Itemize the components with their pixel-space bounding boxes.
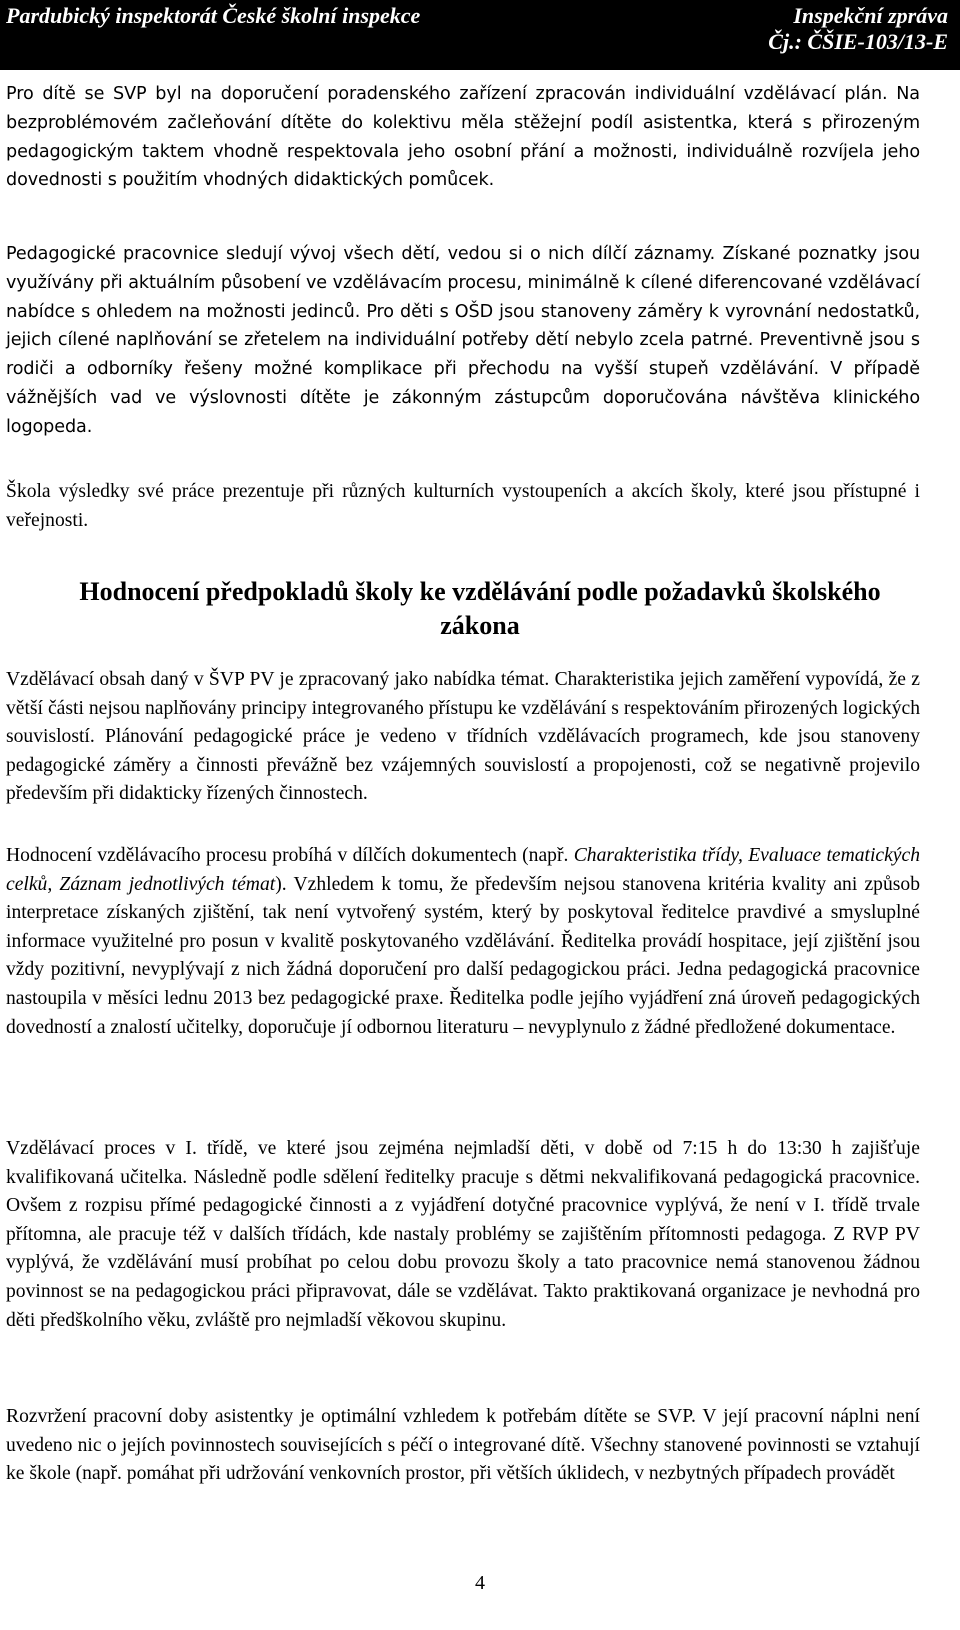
page-number: 4 xyxy=(475,1572,485,1594)
page-header xyxy=(0,0,960,70)
header-reference-number: Čj.: ČŠIE-103/13-E xyxy=(768,29,948,54)
paragraph-individual-plan: Pro dítě se SVP byl na doporučení poradenského zařízení zpracován individuální vzdělávací plán. Na bezproblémovém začleňování dítěte do kolektivu měla stěžejní podíl asistentka, která s přirozeným pedagogickým taktem vhodně respektovala jeho osobní přání a možnosti, individuálně rozvíjela jeho dovednosti s použitím vhodných didaktických pomůcek. xyxy=(6,84,920,191)
paragraph-evaluation-end: ). Vzhledem k tomu, že především nejsou stanovena kritéria kvality ani způsob interpretace získaných zjištění, tak není vytvořený systém, který by poskytoval ředitelce pravdivé a smysluplné informace využitelné pro posun v kvalitě poskytovaného vzdělávání. Ředitelka provádí hospitace, její zjištění jsou vždy pozitivní, nevyplývají z nich žádná doporučení pro další pedagogickou práci. Jedna pedagogická pracovnice nastoupila v měsíci lednu 2013 bez pedagogické praxe. Ředitelka podle jejího vyjádření zná úroveň pedagogických dovedností a znalostí učitelky, doporučuje jí odbornou literaturu – nevyplynulo z žádné předložené dokumentace. xyxy=(6,873,920,1038)
paragraph-monitoring: Pedagogické pracovnice sledují vývoj všech dětí, vedou si o nich dílčí záznamy. Získané poznatky jsou využívány při aktuálním působení ve vzdělávacím procesu, minimálně k cílené diferencované vzdělávací nabídce s ohledem na možnosti jedinců. Pro děti s OŠD jsou stanoveny záměry k vyrovnání nedostatků, jejich cílené naplňování se zřetelem na individuální potřeby dětí nebylo zcela patrné. Preventivně jsou s rodiči a odborníky řešeny možné komplikace při přechodu na vyšší stupeň vzdělávání. V případě vážnějších vad ve výslovnosti dítěte je zákonným zástupcům doporučována návštěva klinického logopeda. xyxy=(6,244,920,437)
heading-line-1: Hodnocení předpokladů školy ke vzdělávání podle požadavků školského xyxy=(79,577,881,606)
section-presentation xyxy=(6,478,920,535)
header-institution: Pardubický inspektorát České školní inspekce xyxy=(6,3,421,28)
paragraph-evaluation-documents: Charakteristika třídy, Evaluace tematických celků, Záznam jednotlivých témat xyxy=(6,845,920,895)
paragraph-process: Vzdělávací proces v I. třídě, ve které jsou zejména nejmladší děti, v době od 7:15 h do 13:30 h zajišťuje kvalifikovaná učitelka. Následně podle sdělení ředitelky pracuje s dětmi nekvalifikovaná pedagogická pracovnice. Ovšem z rozpisu přímé pedagogické činnosti a z vyjádření dotyčné pracovnice vyplývá, že není v I. třídě trvale přítomna, ale pracuje též v dalších třídách, kde nastaly problémy se zajištěním přítomnosti pedagoga. Z RVP PV vyplývá, že vzdělávání musí probíhat po celou dobu provozu školy a tato pracovnice nemá stanovenou žádnou povinnost se na pedagogickou práci připravovat, dále se vzdělávat. Takto praktikovaná organizace je nevhodná pro děti předškolního věku, zvláště pro nejmladší věkovou skupinu. xyxy=(6,1138,920,1331)
paragraph-evaluation xyxy=(6,842,920,1042)
section-evaluation xyxy=(6,842,920,1042)
heading-line-2: zákona xyxy=(440,611,520,640)
section-intro xyxy=(6,80,920,195)
section-assistant xyxy=(6,1403,920,1489)
header-report-info xyxy=(768,3,948,55)
section-monitoring xyxy=(6,240,920,442)
paragraph-curriculum: Vzdělávací obsah daný v ŠVP PV je zpracovaný jako nabídka témat. Charakteristika jejich zaměření vypovídá, že z větší části nejsou naplňovány principy integrovaného přístupu ke vzdělávání s respektováním přirozených logických souvislostí. Plánování pedagogické práce je vedeno v třídních vzdělávacích programech, kde jsou stanoveny pedagogické záměry a činnosti převážně bez vzájemných souvislostí a propojenosti, což se negativně projevilo především při didakticky řízených činnostech. xyxy=(6,669,920,805)
section-process xyxy=(6,1135,920,1335)
section-heading xyxy=(0,575,960,643)
paragraph-presentation: Škola výsledky své práce prezentuje při různých kulturních vystoupeních a akcích školy, které jsou přístupné i veřejnosti. xyxy=(6,481,920,531)
section-curriculum xyxy=(6,666,920,809)
paragraph-assistant: Rozvržení pracovní doby asistentky je optimální vzhledem k potřebám dítěte se SVP. V její pracovní náplni není uvedeno nic o jejích povinnostech souvisejících s péčí o integrované dítě. Všechny stanovené povinnosti se vztahují ke škole (např. pomáhat při udržování venkovních prostor, při větších úklidech, v nezbytných případech provádět xyxy=(6,1406,920,1485)
paragraph-evaluation-start: Hodnocení vzdělávacího procesu probíhá v dílčích dokumentech (např. xyxy=(6,845,574,866)
header-report-title: Inspekční zpráva xyxy=(793,3,948,28)
